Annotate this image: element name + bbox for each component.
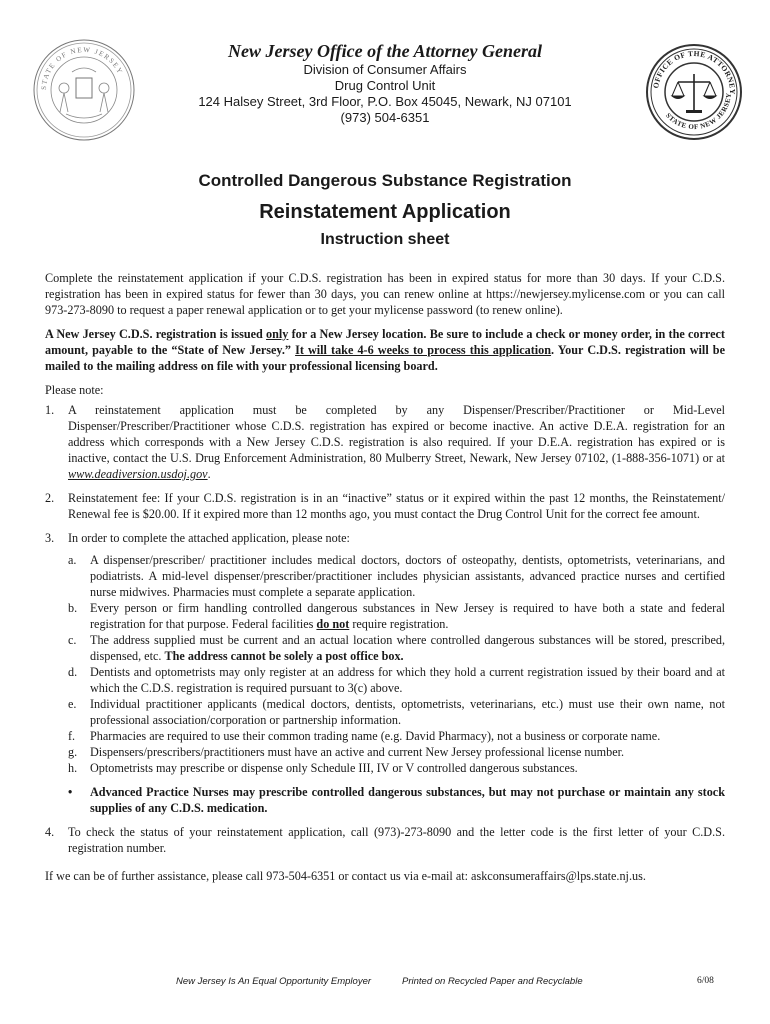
document-subject: Controlled Dangerous Substance Registration: [198, 171, 572, 190]
svg-text:STATE OF NEW JERSEY: STATE OF NEW JERSEY: [39, 45, 125, 91]
sub-item-a: a. A dispenser/prescriber/ practitioner includes medical doctors, doctors of osteopathy, dentists, optometrists, veterinarians, and podiatrists. A mid-level dispenser/prescriber/practitioner includes physician assistants, advanced practice nurses and certified nurse midwives. Pharmacies must complete a separate application.: [68, 553, 725, 599]
sub-item-c: c. The address supplied must be current and an actual location where controlled dangerous substances will be stored, prescribed, dispensed, etc. The address cannot be solely a post office box.: [68, 633, 725, 663]
sub-item-f: f. Pharmacies are required to use their common trading name (e.g. David Pharmacy), not a business or corporate name.: [68, 729, 661, 743]
list-item-3: 3. In order to complete the attached application, please note:: [45, 531, 350, 545]
list-item-1: 1. A reinstatement application must be completed by any Dispenser/Prescriber/Practitioner or Mid-Level Dispenser/Prescriber/Practitioner whose C.D.S. registration has expired or become inactive. An active D.E.A. registration for an address which corresponds with a New Jersey C.D.S. registration is also required. If your D.E.A. registration has expired or is inactive, contact the U.S. Drug Enforcement Administration, 80 Mulberry Street, Newark, New Jersey 07102, (1-888-356-1071) or at www.deadiversion.usdoj.gov.: [45, 403, 725, 481]
revision-date: 6/08: [697, 976, 714, 986]
office-phone: (973) 504-6351: [340, 110, 430, 125]
division-name: Division of Consumer Affairs: [303, 62, 467, 77]
dea-link[interactable]: www.deadiversion.usdoj.gov: [68, 467, 208, 481]
unit-name: Drug Control Unit: [334, 78, 436, 93]
closing-paragraph: If we can be of further assistance, please call 973-504-6351 or contact us via e-mail at: askconsumeraffairs@lps.state.nj.us.: [45, 869, 646, 883]
svg-text:OFFICE OF THE ATTORNEY: OFFICE OF THE ATTORNEY: [651, 48, 738, 95]
please-note-label: Please note:: [45, 383, 104, 397]
page-footer: [0, 976, 770, 990]
list-item-4: 4. To check the status of your reinstatement application, call (973)-273-8090 and the letter code is the first letter of your C.D.S. registration number.: [45, 825, 725, 855]
list-item-2: 2. Reinstatement fee: If your C.D.S. registration is in an “inactive” status or it expired within the past 12 months, the Reinstatement/ Renewal fee is $20.00. If it expired more than 12 months ago, you must contact the Drug Control Unit for the correct fee amount.: [45, 491, 725, 521]
notice-paragraph: A New Jersey C.D.S. registration is issued only for a New Jersey location. Be sure to include a check or money order, in the correct amount, payable to the “State of New Jersey.” It will take 4-6 weeks to process this application. Your C.D.S. registration will be mailed to the mailing address on file with your professional licensing board.: [45, 327, 725, 373]
svg-text:STATE OF NEW JERSEY: STATE OF NEW JERSEY: [663, 92, 734, 132]
document-subtitle: Instruction sheet: [320, 231, 450, 248]
sub-item-b: b. Every person or firm handling controlled dangerous substances in New Jersey is required to have both a state and federal registration for that purpose. Federal facilities do not require registration.: [68, 601, 725, 631]
apn-bullet: • Advanced Practice Nurses may prescribe controlled dangerous substances, but may not purchase or maintain any stock supplies of any C.D.S. medication.: [68, 785, 725, 815]
sub-item-h: h. Optometrists may prescribe or dispense only Schedule III, IV or V controlled dangerous substances.: [68, 761, 578, 775]
letterhead: [120, 40, 650, 126]
document-title: Reinstatement Application: [259, 201, 511, 223]
office-address: 124 Halsey Street, 3rd Floor, P.O. Box 45045, Newark, NJ 07101: [198, 94, 572, 109]
eoe-statement: New Jersey Is An Equal Opportunity Employer: [176, 976, 372, 987]
sub-item-e: e. Individual practitioner applicants (medical doctors, dentists, optometrists, veterinarians, etc.) must use their own name, not professional association/corporation or partnership information.: [68, 697, 725, 727]
attorney-general-seal: [646, 44, 742, 140]
intro-paragraph: Complete the reinstatement application if your C.D.S. registration has been in expired status for more than 30 days. If your C.D.S. registration has been in expired status for fewer than 30 days, you can renew online at https://newjersey.mylicense.com or you can call 973-273-8090 to request a paper renewal application or to get your mylicense password (to renew online).: [45, 271, 725, 317]
recycled-statement: Printed on Recycled Paper and Recyclable: [402, 976, 583, 987]
sub-item-d: d. Dentists and optometrists may only register at an address for which they hold a current registration issued by their board and at which the C.D.S. registration is required pursuant to 3(c) above.: [68, 665, 725, 695]
instructions-body: [45, 270, 725, 892]
office-name: New Jersey Office of the Attorney General: [228, 41, 542, 61]
sub-item-g: g. Dispensers/prescribers/practitioners must have an active and current New Jersey professional license number.: [68, 745, 625, 759]
